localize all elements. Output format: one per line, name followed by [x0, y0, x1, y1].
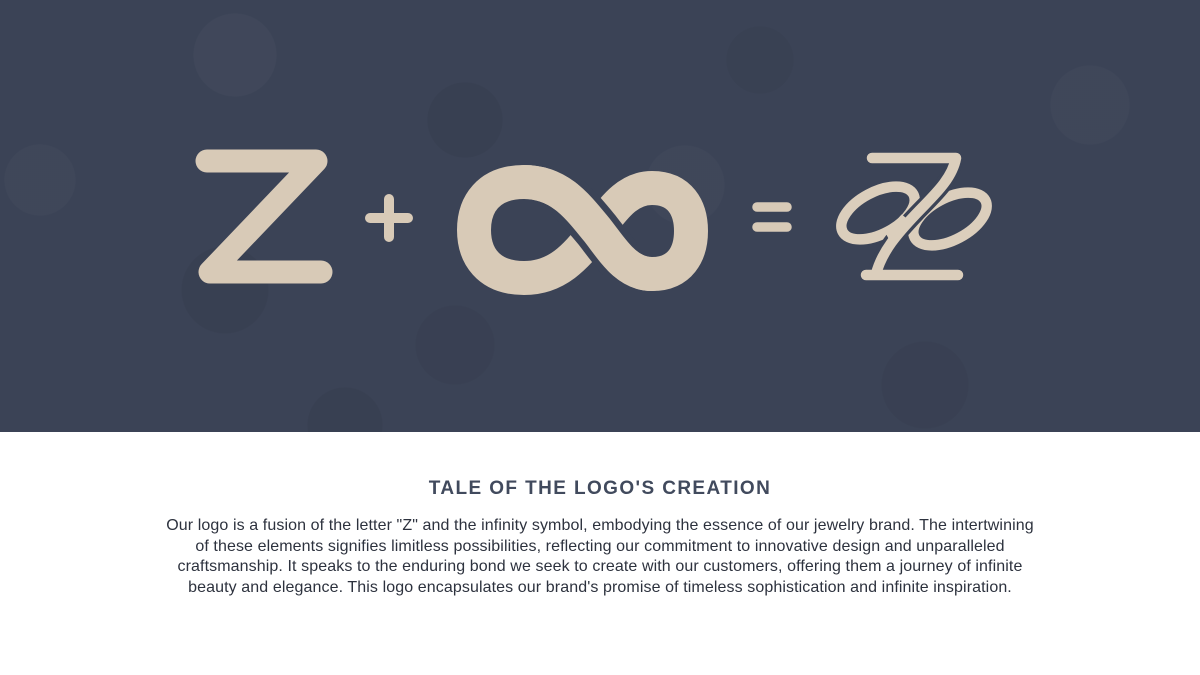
- equals-icon: [753, 202, 791, 232]
- plus-icon: [365, 194, 413, 242]
- paragraph-line: of these elements signifies limitless possibilities, reflecting our commitment to innovative design and unparalleled: [195, 537, 1005, 555]
- paragraph-line: craftsmanship. It speaks to the enduring bond we seek to create with our customers, offering them a journey of infinite: [177, 558, 1023, 575]
- section-heading: TALE OF THE LOGO'S CREATION: [428, 478, 772, 499]
- letter-z-icon: [195, 140, 340, 290]
- z-infinity-monogram-icon: [828, 133, 1012, 317]
- body-paragraph: [0, 516, 1200, 598]
- content-section: [0, 432, 1200, 675]
- paragraph-line: Our logo is a fusion of the letter "Z" and the infinity symbol, embodying the essence of our jewelry brand. The intertwining: [166, 517, 1034, 534]
- paragraph-line: beauty and elegance. This logo encapsulates our brand's promise of timeless sophistication and infinite inspiration.: [188, 578, 1012, 596]
- infinity-icon: [460, 167, 700, 293]
